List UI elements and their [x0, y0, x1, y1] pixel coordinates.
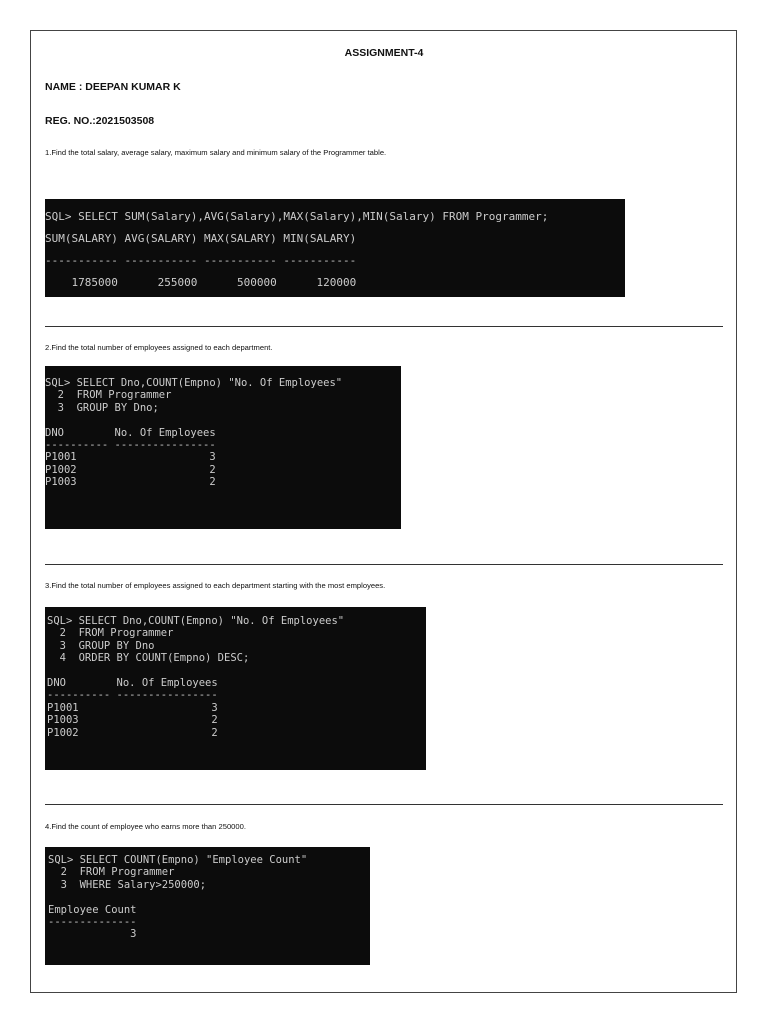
sql-terminal-4	[45, 847, 370, 965]
sql-terminal-1	[45, 199, 625, 297]
sql-output-3: SQL> SELECT Dno,COUNT(Empno) "No. Of Employees" 2 FROM Programmer 3 GROUP BY Dno 4 ORDER BY COUNT(Empno) DESC; DNO No. Of Employees ---------- ---------------- P1001 3 P1003 2 P1002 2	[47, 615, 345, 739]
section-divider	[45, 564, 723, 565]
section-divider	[45, 326, 723, 327]
question-2-text: 2.Find the total number of employees assigned to each department.	[45, 343, 273, 352]
sql-output-4: SQL> SELECT COUNT(Empno) "Employee Count" 2 FROM Programmer 3 WHERE Salary>250000; Employee Count -------------- 3	[48, 854, 308, 941]
sql-output-1: SQL> SELECT SUM(Salary),AVG(Salary),MAX(Salary),MIN(Salary) FROM Programmer; SUM(SALARY) AVG(SALARY) MAX(SALARY) MIN(SALARY) ----------- ----------- ----------- ----------- 1785000 255000 500000 120000	[45, 210, 549, 289]
student-name: NAME : DEEPAN KUMAR K	[45, 81, 181, 93]
page-title: ASSIGNMENT-4	[344, 47, 424, 59]
sql-terminal-3	[45, 607, 426, 770]
section-divider	[45, 804, 723, 805]
sql-terminal-2	[45, 366, 401, 529]
question-4-text: 4.Find the count of employee who earns more than 250000.	[45, 822, 246, 831]
registration-number: REG. NO.:2021503508	[45, 115, 155, 127]
question-3-text: 3.Find the total number of employees assigned to each department starting with the most employees.	[45, 581, 386, 590]
sql-output-2: SQL> SELECT Dno,COUNT(Empno) "No. Of Employees" 2 FROM Programmer 3 GROUP BY Dno; DNO No. Of Employees ---------- ---------------- P1001 3 P1002 2 P1003 2	[45, 377, 343, 489]
question-1-text: 1.Find the total salary, average salary, maximum salary and minimum salary of the Programmer table.	[45, 148, 387, 157]
